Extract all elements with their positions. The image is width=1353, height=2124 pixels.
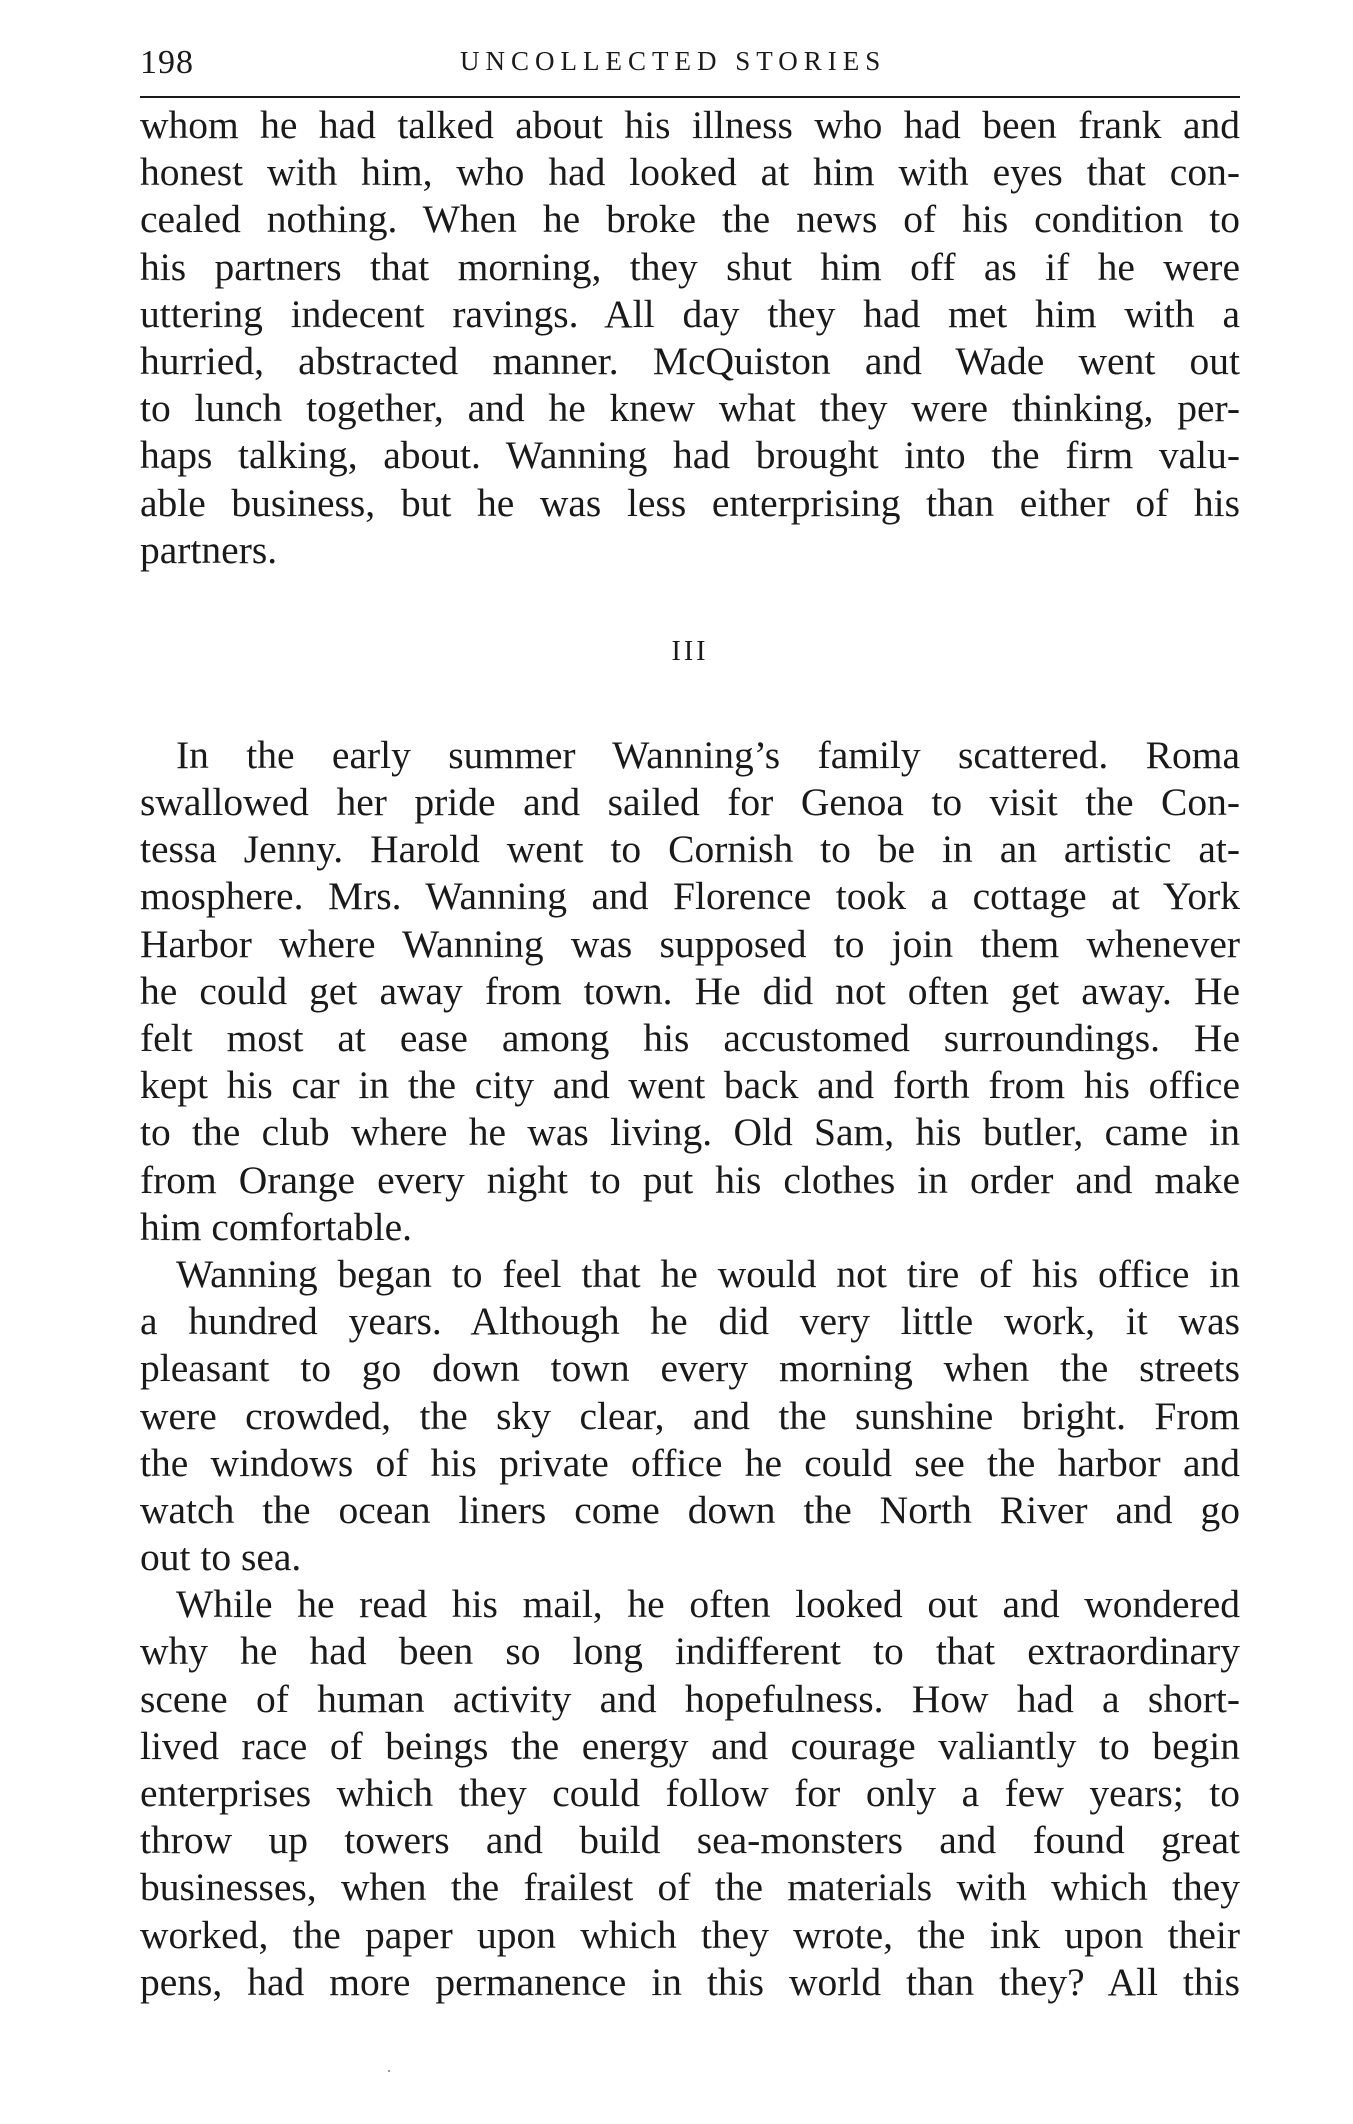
- print-speck: [388, 2070, 390, 2072]
- paragraph-2: [140, 732, 1240, 1251]
- paragraph-1: [140, 102, 1240, 574]
- running-title: UNCOLLECTED STORIES: [460, 46, 887, 76]
- text-line: worked, the paper upon which they wrote, the ink upon their: [140, 1912, 1240, 1957]
- text-line: why he had been so long indifferent to that extraordinary: [140, 1629, 1240, 1674]
- text-line: felt most at ease among his accustomed surroundings. He: [140, 1016, 1240, 1060]
- text-line: him comfortable.: [140, 1204, 413, 1249]
- text-line: pleasant to go down town every morning when the streets: [140, 1346, 1240, 1391]
- text-line: to lunch together, and he knew what they were thinking, per-: [140, 386, 1240, 431]
- text-line: were crowded, the sky clear, and the sunshine bright. From: [140, 1393, 1240, 1438]
- paragraph-4: [140, 1581, 1240, 2006]
- text-line: watch the ocean liners come down the North River and go: [140, 1487, 1240, 1532]
- text-line: partners.: [140, 527, 278, 572]
- text-line: he could get away from town. He did not often get away. He: [140, 968, 1240, 1013]
- text-line: Harbor where Wanning was supposed to join them whenever: [140, 921, 1240, 966]
- text-line: uttering indecent ravings. All day they had met him with a: [140, 291, 1240, 336]
- text-line: the windows of his private office he could see the harbor and: [140, 1440, 1240, 1485]
- text-line: honest with him, who had looked at him with eyes that con-: [140, 150, 1240, 195]
- text-line: haps talking, about. Wanning had brought into the firm valu-: [140, 433, 1240, 478]
- running-head: [140, 40, 1240, 98]
- text-line: cealed nothing. When he broke the news of his condition to: [140, 197, 1240, 242]
- text-line: pens, had more permanence in this world than they? All this: [140, 1959, 1240, 2004]
- text-line: a hundred years. Although he did very little work, it was: [140, 1299, 1240, 1344]
- text-line: his partners that morning, they shut him off as if he were: [140, 244, 1240, 289]
- text-line: In the early summer Wanning’s family scattered. Roma: [176, 732, 1240, 777]
- text-line: from Orange every night to put his clothes in order and make: [140, 1157, 1240, 1202]
- text-line: enterprises which they could follow for only a few years; to: [140, 1771, 1240, 1815]
- text-line: whom he had talked about his illness who had been frank and: [140, 103, 1240, 147]
- paragraph-3: [140, 1251, 1240, 1581]
- text-line: kept his car in the city and went back and forth from his office: [140, 1063, 1240, 1108]
- text-line: tessa Jenny. Harold went to Cornish to be in an artistic at-: [140, 827, 1240, 872]
- text-line: swallowed her pride and sailed for Genoa to visit the Con-: [140, 780, 1240, 825]
- text-line: hurried, abstracted manner. McQuiston and Wade went out: [140, 338, 1240, 383]
- text-line: able business, but he was less enterprising than either of his: [140, 480, 1240, 525]
- text-line: lived race of beings the energy and courage valiantly to begin: [140, 1723, 1240, 1768]
- text-line: scene of human activity and hopefulness. How had a short-: [140, 1676, 1240, 1721]
- text-line: While he read his mail, he often looked out and wondered: [176, 1582, 1240, 1627]
- book-page: [140, 40, 1240, 2006]
- text-line: throw up towers and build sea-monsters and found great: [140, 1818, 1240, 1863]
- text-line: out to sea.: [140, 1535, 302, 1580]
- page-number: 198: [140, 44, 194, 81]
- text-line: mosphere. Mrs. Wanning and Florence took a cottage at York: [140, 874, 1240, 919]
- section-heading: III: [671, 635, 709, 667]
- body-text: [140, 102, 1240, 2006]
- text-line: to the club where he was living. Old Sam, his butler, came in: [140, 1110, 1240, 1155]
- text-line: businesses, when the frailest of the materials with which they: [140, 1865, 1240, 1910]
- text-line: Wanning began to feel that he would not tire of his office in: [176, 1251, 1240, 1296]
